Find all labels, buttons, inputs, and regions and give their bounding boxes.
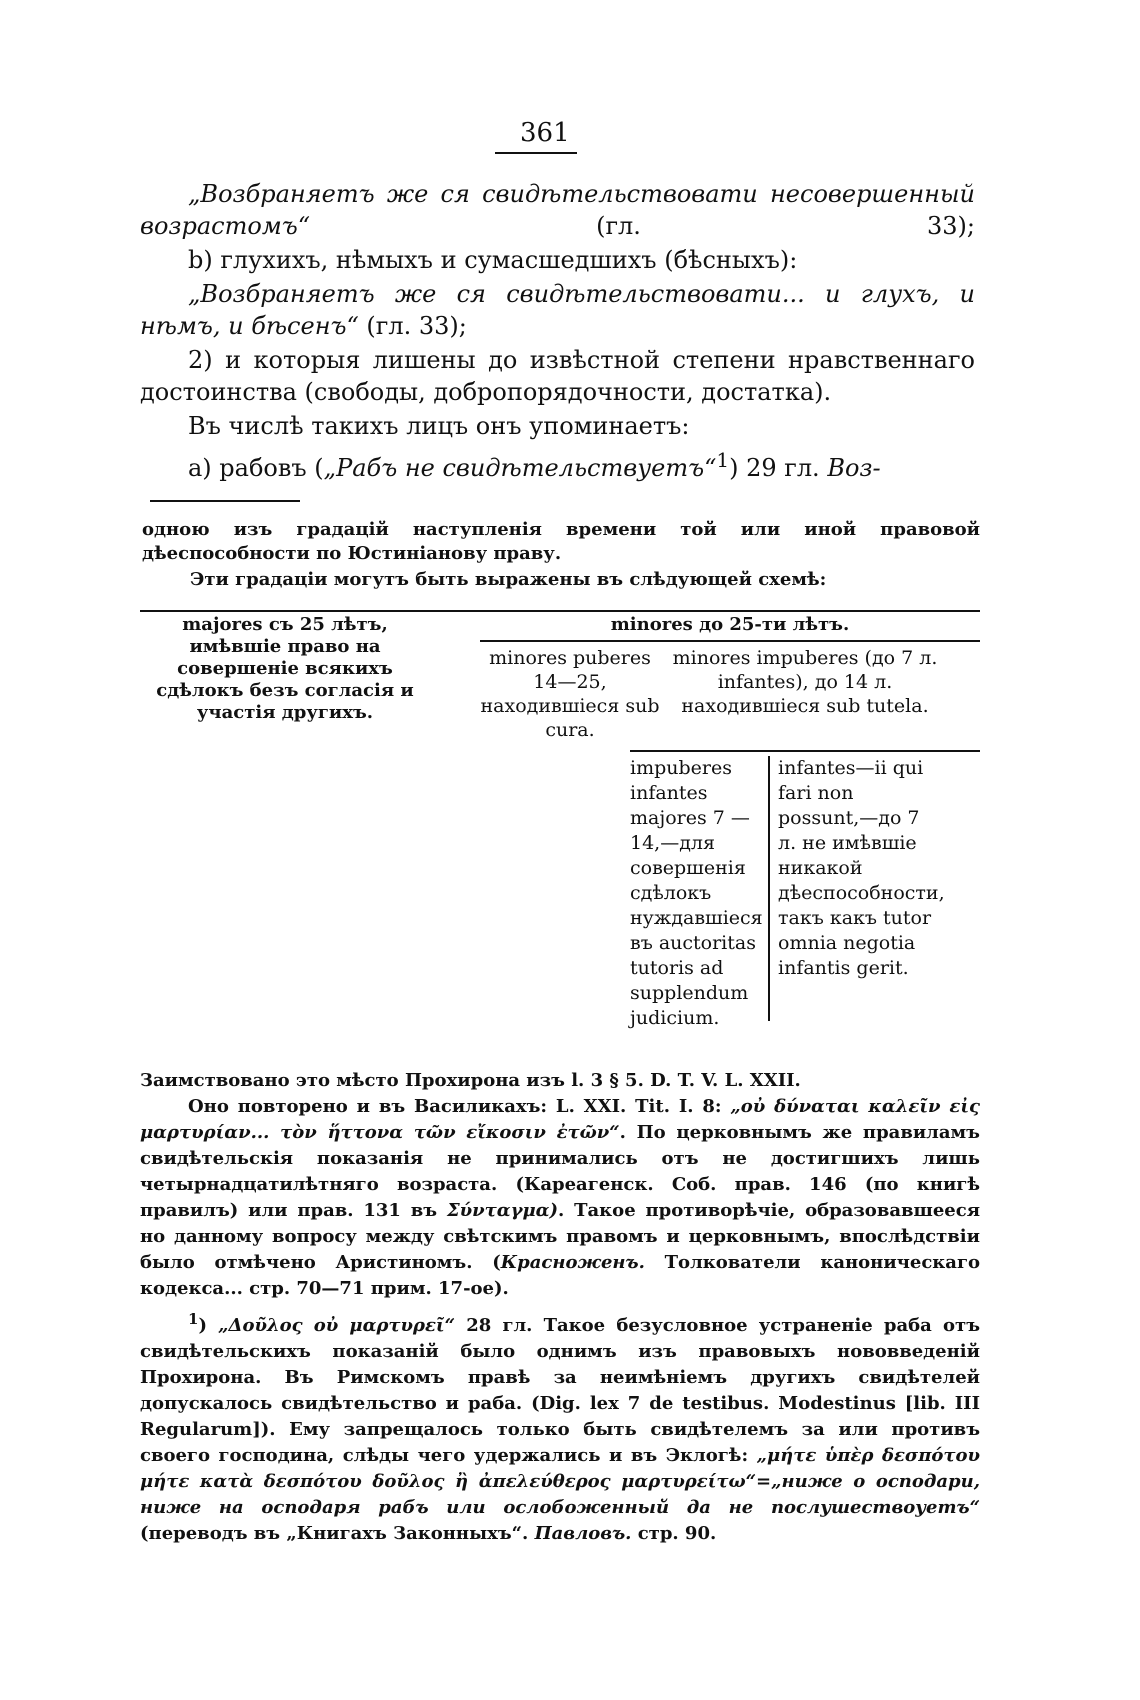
- main-paragraph-1: [140, 178, 975, 242]
- footnote-bottom: [140, 1068, 980, 1547]
- scheme-minores-puberes: minores puberes 14—25, находившіеся sub cura.: [480, 647, 660, 741]
- page-number-rule: [495, 152, 577, 154]
- scheme-infantes: infantes—ii qui fari non possunt,—до 7 л. не имѣвшіе никакой дѣеспособности, такъ какъ tutor omnia negotia infantis gerit.: [778, 757, 945, 979]
- scheme-minores-header: minores до 25-ти лѣтъ.: [610, 614, 850, 635]
- main-text: [140, 178, 975, 484]
- scheme-majores: majores съ 25 лѣтъ, имѣвшіе право на совершеніе всякихъ сдѣлокъ безъ согласія и участія другихъ.: [156, 614, 414, 723]
- main-paragraph-3: [140, 278, 975, 342]
- footnote-1: $^1$) „Δοῦλος οὐ μαρτυρεῖ“ 28 гл. Такое безусловное устраненіе раба отъ свидѣтельскихъ показаній было однимъ изъ правовыхъ нововведеній Прохирона. Въ Римскомъ правѣ за неимѣніемъ другихъ свидѣтелей допускалось свидѣтельство и раба. (Dig. lex 7 de testibus. Modestinus [lib. III Regularum]). Ему запрещалось только быть свидѣтелемъ за или противъ своего господина, слѣды чего удержались и въ Эклогѣ: „μήτε ὑπὲρ δεσπότου μήτε κατὰ δεσπότου δοῦλος ἢ ἀπελεύθερος μαρτυρείτω“=„ниже о осподари, ниже на осподаря рабъ или ослобоженный да не послушествоуетъ“ (переводъ въ „Книгахъ Законныхъ“. Павловъ. стр. 90.: [140, 1310, 981, 1544]
- footnote-rule: [150, 500, 300, 502]
- main-paragraph-4: 2) и которыя лишены до извѣстной степени нравственнаго достоинства (свободы, добропорядочности, достатка).: [140, 346, 975, 406]
- main-paragraph-2: b) глухихъ, нѣмыхъ и сумасшедшихъ (бѣсныхъ):: [188, 246, 798, 274]
- scheme-impuberes-rule: [630, 750, 980, 752]
- page-number: 361: [520, 118, 570, 148]
- footnote-marker: 1: [716, 448, 730, 472]
- quote-italic: „Возбраняетъ же ся свидѣтельствовати... и глухъ, и нѣмъ, и бѣсенъ“: [140, 280, 975, 340]
- footnote-top-line2: Эти градаціи могутъ быть выражены въ слѣдующей схемѣ:: [190, 569, 827, 590]
- main-paragraph-5: Въ числѣ такихъ лицъ онъ упоминаетъ:: [188, 412, 690, 440]
- age-scheme: [140, 610, 980, 1050]
- footnote-top-line1: одною изъ градацій наступленія времени той или иной правовой дѣеспособности по Юстиніанову праву.: [142, 519, 980, 564]
- chapter-ref: (гл. 33);: [358, 312, 467, 340]
- quote-italic: „Возбраняетъ же ся свидѣтельствовати несовершенный возрастомъ“: [140, 180, 975, 240]
- scheme-minores-rule: [480, 640, 980, 642]
- scheme-minores-impuberes: minores impuberes (до 7 л. infantes), до 14 л. находившіеся sub tutela.: [672, 647, 938, 717]
- scheme-divider: [768, 756, 770, 1021]
- scheme-top-rule: [140, 610, 980, 612]
- footnote-bottom-p2: Оно повторено и въ Василикахъ: L. XXI. Tit. I. 8: „οὐ δύναται καλεῖν εἰς μαρτυρίαν... τὸν ἥττονα τῶν εἴκοσιν ἐτῶν“. По церковнымъ же правиламъ свидѣтельскія показанія не принимались отъ не достигшихъ лишь четырнадцатилѣтняго возраста. (Кареагенск. Соб. прав. 146 (по книгѣ правилъ) или прав. 131 въ Σύνταγμα). Такое противорѣчіе, образовавшееся но данному вопросу между свѣтскимъ правомъ и церковнымъ, впослѣдствіи было отмѣчено Аристиномъ. (Красноженъ. Толкователи каноническаго кодекса... стр. 70—71 прим. 17-ое).: [140, 1096, 980, 1299]
- footnote-top: [142, 518, 980, 592]
- main-paragraph-6: а) рабовъ („Рабъ не свидѣтельствуетъ“$^1$) 29 гл. Воз-: [188, 448, 881, 482]
- chapter-ref: (гл. 33);: [310, 212, 975, 240]
- footnote-1-marker: 1: [188, 1310, 199, 1328]
- footnote-bottom-p1: Заимствовано это мѣсто Прохирона изъ l. 3 § 5. D. T. V. L. XXII.: [140, 1070, 801, 1091]
- scheme-impuberes: impuberes infantes majores 7 — 14,—для совершенія сдѣлокъ нуждавшіеся въ auctoritas tutoris ad supplendum judicium.: [630, 757, 763, 1029]
